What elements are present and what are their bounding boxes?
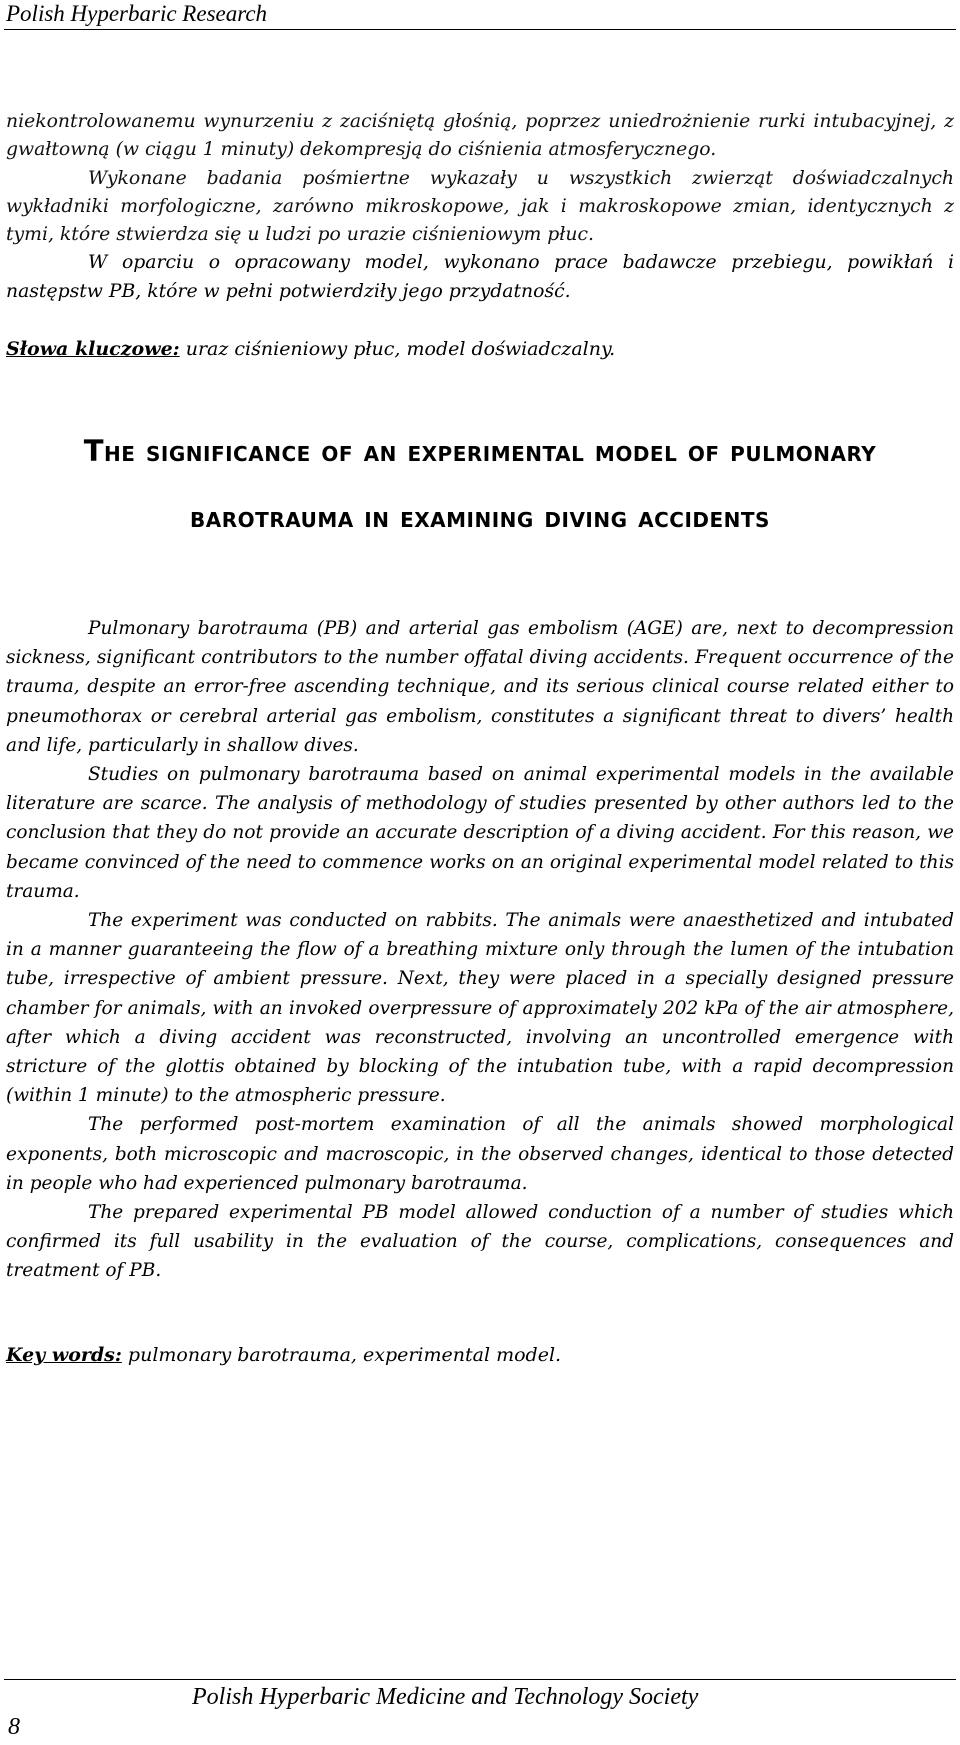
header-divider (4, 29, 956, 30)
english-title-line-1: The significance of an experimental model of pulmonary (83, 434, 877, 468)
english-paragraph-1: Pulmonary barotrauma (PB) and arterial gas embolism (AGE) are, next to decompression sickness, significant contributors to the number offatal diving accidents. Frequent occurrence of the trauma, despite an error-free ascending technique, and its serious clinical course related either to pneumothorax or cerebral arterial gas embolism, constitutes a significant threat to divers’ health and life, particularly in shallow dives. (6, 618, 954, 756)
english-abstract (6, 614, 954, 1286)
english-title-line-2: barotrauma in examining diving accidents (190, 500, 770, 534)
english-keywords-text: pulmonary barotrauma, experimental model. (121, 1344, 562, 1366)
polish-paragraph-3: W oparciu o opracowany model, wykonano prace badawcze przebiegu, powikłań i następstw PB, które w pełni potwierdziły jego przydatność. (6, 252, 954, 302)
polish-paragraph-1: niekontrolowanemu wynurzeniu z zaciśniętą głośnią, poprzez uniedrożnienie rurki intubacyjnej, z gwałtowną (w ciągu 1 minuty) dekompresją do ciśnienia atmosferycznego. (6, 111, 954, 161)
english-paragraph-3: The experiment was conducted on rabbits. The animals were anaesthetized and intubated in a manner guaranteeing the flow of a breathing mixture only through the lumen of the intubation tube, irrespective of ambient pressure. Next, they were placed in a specially designed pressure chamber for animals, with an invoked overpressure of approximately 202 kPa of the air atmosphere, after which a diving accident was reconstructed, involving an uncontrolled emergence with stricture of the glottis obtained by blocking of the intubation tube, with a rapid decompression (within 1 minute) to the atmospheric pressure. (6, 910, 954, 1107)
english-keywords-label: Key words: (6, 1344, 122, 1366)
running-header: Polish Hyperbaric Research (6, 1, 268, 26)
polish-keywords-text: uraz ciśnieniowy płuc, model doświadczalny. (179, 338, 616, 360)
page-number: 8 (8, 1714, 20, 1740)
english-paragraph-4: The performed post-mortem examination of all the animals showed morphological exponents, both microscopic and macroscopic, in the observed changes, identical to those detected in people who had experienced pulmonary barotrauma. (6, 1114, 954, 1194)
polish-keywords (6, 338, 954, 360)
polish-keywords-label: Słowa kluczowe: (6, 338, 180, 360)
polish-abstract (6, 108, 954, 306)
footer-society: Polish Hyperbaric Medicine and Technology Society (192, 1684, 699, 1710)
english-keywords (6, 1344, 954, 1366)
english-paragraph-5: The prepared experimental PB model allowed conduction of a number of studies which confirmed its full usability in the evaluation of the course, complications, consequences and treatment of PB. (6, 1202, 954, 1282)
english-paragraph-2: Studies on pulmonary barotrauma based on animal experimental models in the available literature are scarce. The analysis of methodology of studies presented by other authors led to the conclusion that they do not provide an accurate description of a diving accident. For this reason, we became convinced of the need to commence works on an original experimental model related to this trauma. (6, 764, 954, 902)
footer-divider (4, 1679, 956, 1680)
polish-paragraph-2: Wykonane badania pośmiertne wykazały u wszystkich zwierząt doświadczalnych wykładniki morfologiczne, zarówno mikroskopowe, jak i makroskopowe zmian, identycznych z tymi, które stwierdza się u ludzi po urazie ciśnieniowym płuc. (6, 167, 954, 246)
